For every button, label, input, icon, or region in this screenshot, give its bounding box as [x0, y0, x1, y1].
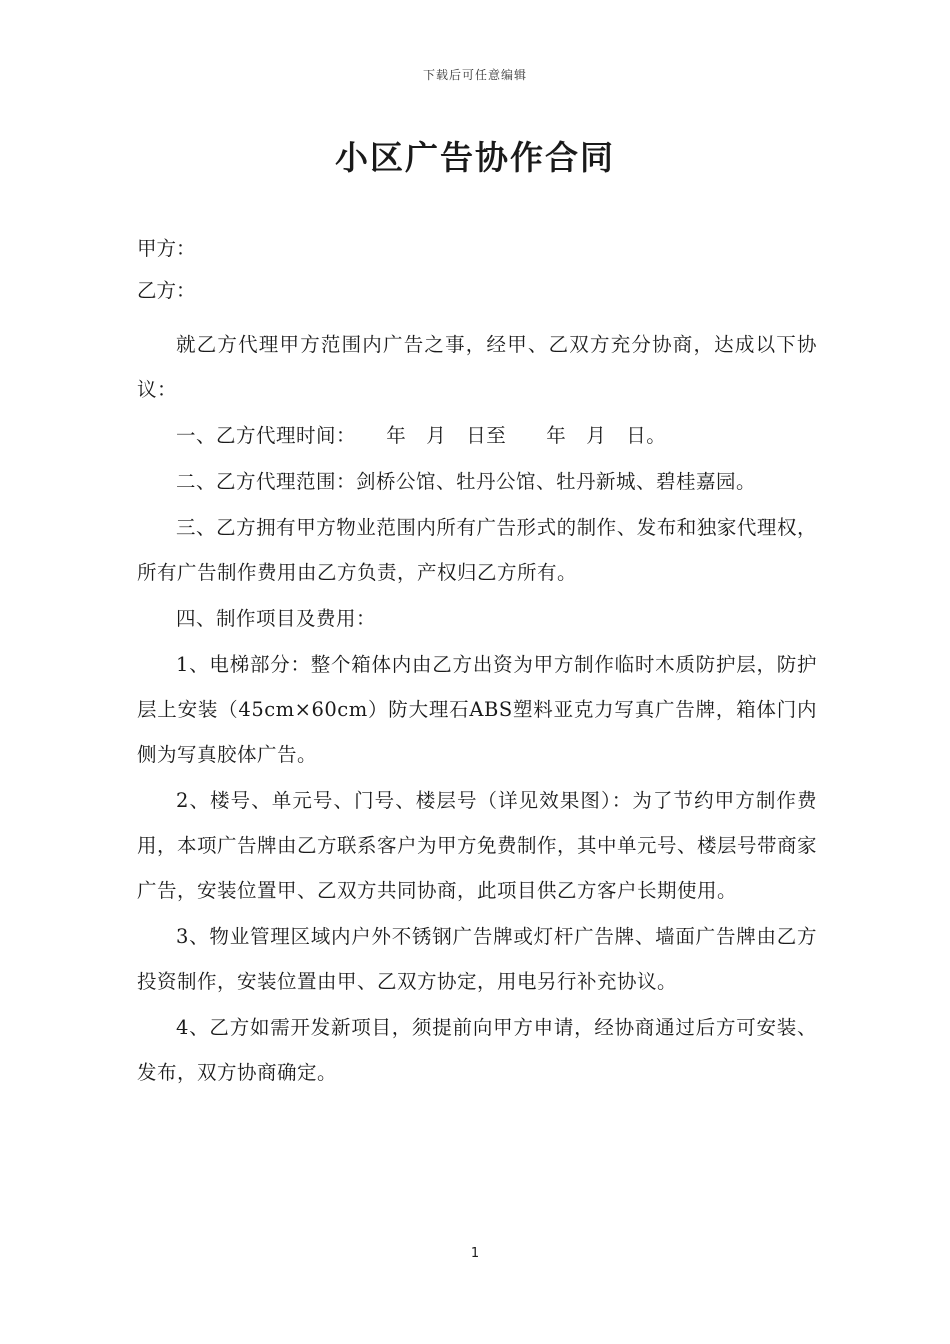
- paragraph-scope: 二、乙方代理范围：剑桥公馆、牡丹公馆、牡丹新城、碧桂嘉园。: [176, 470, 757, 493]
- paragraph-item-outdoor: 3、物业管理区域内户外不锈钢广告牌或灯杆广告牌、墙面广告牌由乙方投资制作，安装位置由甲、乙双方协定，用电另行补充协议。: [137, 925, 817, 993]
- paragraph-intro: 就乙方代理甲方范围内广告之事，经甲、乙双方充分协商，达成以下协议：: [137, 333, 817, 401]
- paragraph-item-signage: 2、楼号、单元号、门号、楼层号（详见效果图）：为了节约甲方制作费用，本项广告牌由乙方联系客户为甲方免费制作，其中单元号、楼层号带商家广告，安装位置甲、乙双方共同协商，此项目供乙方客户长期使用。: [137, 789, 818, 902]
- party-b-line: 乙方：: [137, 279, 196, 302]
- header-note: 下载后可任意编辑: [422, 68, 527, 82]
- paragraph-items-heading: 四、制作项目及费用：: [176, 607, 377, 630]
- document-body: [137, 228, 817, 1096]
- paragraph-rights: 三、乙方拥有甲方物业范围内所有广告形式的制作、发布和独家代理权，所有广告制作费用由乙方负责，产权归乙方所有。: [137, 516, 817, 584]
- paragraph-item-new-projects: 4、乙方如需开发新项目，须提前向甲方申请，经协商通过后方可安装、发布，双方协商确定。: [137, 1016, 817, 1084]
- document-title: 小区广告协作合同: [335, 138, 615, 177]
- paragraph-term: 一、乙方代理时间： 年 月 日至 年 月 日。: [176, 424, 667, 447]
- paragraph-item-elevator: 1、电梯部分：整个箱体内由乙方出资为甲方制作临时木质防护层，防护层上安装（45cm×60cm）防大理石ABS塑料亚克力写真广告牌，箱体门内侧为写真胶体广告。: [137, 653, 817, 766]
- party-a-line: 甲方：: [137, 237, 196, 260]
- page-number: 1: [470, 1246, 480, 1261]
